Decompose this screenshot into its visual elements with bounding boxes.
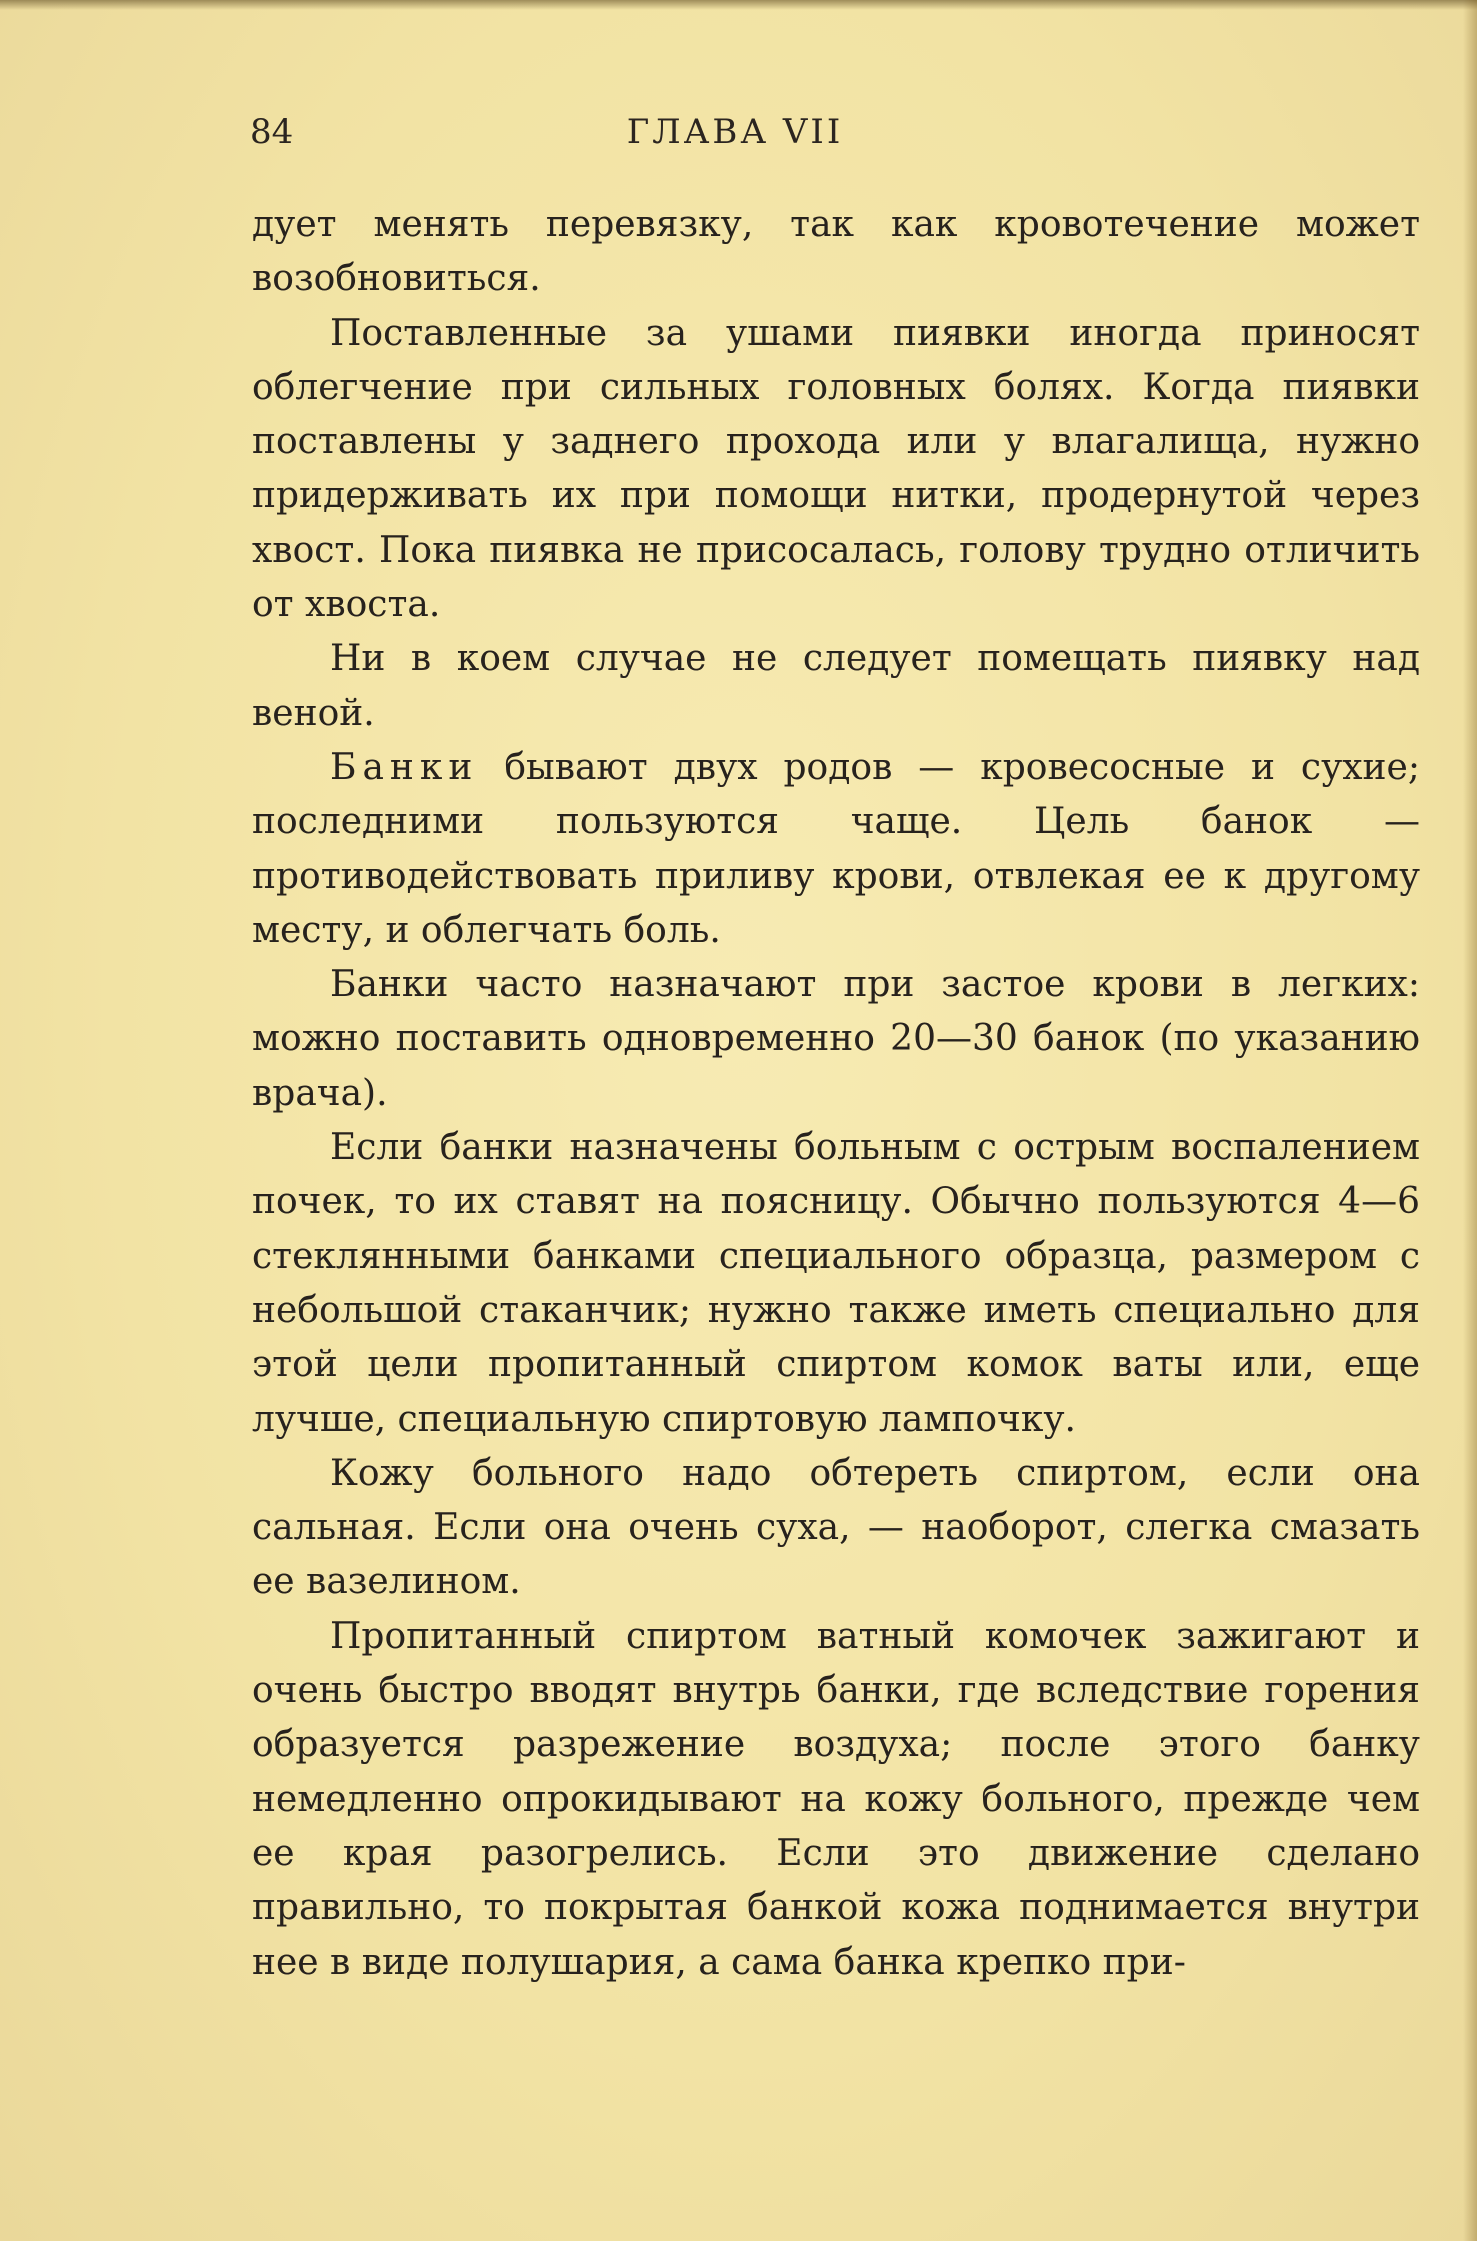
paragraph <box>252 741 1420 958</box>
paragraph-text: Кожу больного надо обтереть спиртом, если она сальная. Если она очень суха, — наоборот, слегка смазать ее вазелином. <box>252 1452 1420 1603</box>
page-right-edge <box>1463 0 1477 2241</box>
paragraph <box>252 1610 1420 1990</box>
paragraph <box>252 958 1420 1121</box>
paragraph-text: дует менять перевязку, так как кровотечение может возобновиться. <box>252 204 1420 300</box>
paragraph <box>252 1447 1420 1610</box>
paragraph-text: Пропитанный спиртом ватный комочек зажигают и очень быстро вводят внутрь банки, где вследствие горения образуется разрежение воздуха; после этого банку немедленно опрокидывают на кожу больного, прежде чем ее края разогрелись. Если это движение сделано правильно, то покрытая банкой кожа поднимается внутри нее в виде полушария, а сама банка крепко при- <box>252 1615 1420 1983</box>
paragraph <box>252 632 1420 741</box>
paragraph-text: Поставленные за ушами пиявки иногда приносят облегчение при сильных головных болях. Когда пиявки поставлены у заднего прохода или у влагалища, нужно придерживать их при помощи нитки, продернутой через хвост. Пока пиявка не присосалась, голову трудно отличить от хвоста. <box>252 312 1420 626</box>
running-head: ГЛАВА VII <box>626 112 844 152</box>
paragraph-text: Если банки назначены больным с острым воспалением почек, то их ставят на поясницу. Обычно пользуются 4—6 стеклянными банками специального образца, размером с небольшой стаканчик; нужно также иметь специально для этой цели пропитанный спиртом комок ваты или, еще лучше, специальную спиртовую лампочку. <box>252 1127 1420 1440</box>
body-text <box>252 198 1420 1990</box>
paragraph <box>252 198 1420 307</box>
paragraph <box>252 307 1420 633</box>
paragraph-text: Банки часто назначают при застое крови в легких: можно поставить одновременно 20—30 банок (по указанию врача). <box>252 964 1420 1114</box>
page-top-edge <box>0 0 1477 10</box>
paragraph <box>252 1121 1420 1447</box>
spaced-term: Банки <box>330 746 479 788</box>
page-number: 84 <box>250 112 294 152</box>
paragraph-text: бывают двух родов — кровесосные и сухие; последними пользуются чаще. Цель банок — противодействовать приливу крови, отвлекая ее к другому месту, и облегчать боль. <box>252 746 1420 951</box>
paragraph-text: Ни в коем случае не следует помещать пиявку над веной. <box>252 638 1420 734</box>
page-header <box>250 112 1220 162</box>
